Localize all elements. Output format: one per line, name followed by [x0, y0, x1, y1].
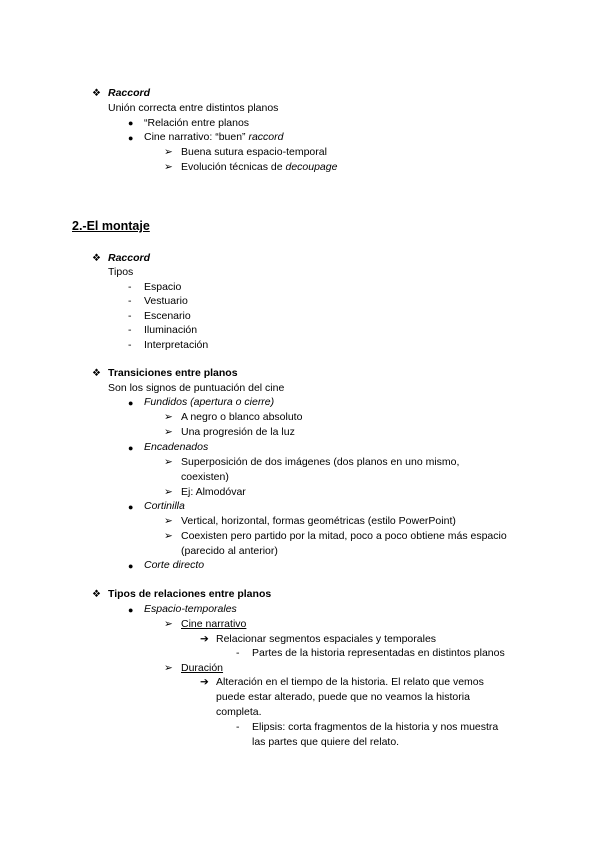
- dash-icon: -: [128, 324, 132, 336]
- arrowhead-icon: ➢: [164, 411, 173, 423]
- list-item: Espacio-temporales: [144, 603, 237, 615]
- list-item: Una progresión de la luz: [181, 426, 295, 438]
- list-item: Corte directo: [144, 559, 205, 571]
- list-item: Duración: [181, 662, 224, 674]
- list-item: Partes de la historia representadas en distintos planos: [252, 647, 505, 659]
- list-item-continuation: completa.: [216, 706, 262, 718]
- diamond-bullet-icon: ❖: [92, 88, 101, 99]
- bullet-icon: ●: [128, 443, 134, 453]
- list-item: Iluminación: [144, 324, 198, 336]
- arrowhead-icon: ➢: [164, 426, 173, 438]
- list-item: Cine narrativo: [181, 618, 247, 630]
- list-item: Coexisten pero partido por la mitad, poco a poco obtiene más espacio: [181, 530, 507, 542]
- list-item-italic: raccord: [248, 131, 284, 143]
- list-item: Alteración en el tiempo de la historia. El relato que vemos: [216, 676, 484, 688]
- dash-icon: -: [128, 310, 132, 322]
- list-item: Ej: Almodóvar: [181, 486, 246, 498]
- section-raccord-description: Unión correcta entre distintos planos: [108, 102, 279, 114]
- section-relations-title: Tipos de relaciones entre planos: [108, 588, 272, 600]
- arrowhead-icon: ➢: [164, 515, 173, 527]
- list-item: [144, 130, 283, 145]
- arrow-icon: ➔: [200, 633, 209, 645]
- bullet-icon: ●: [128, 133, 134, 143]
- list-item: A negro o blanco absoluto: [181, 411, 303, 423]
- section-transitions-description: Son los signos de puntuación del cine: [108, 382, 285, 394]
- section-heading: 2.-El montaje: [72, 219, 150, 233]
- list-item: Relacionar segmentos espaciales y temporales: [216, 633, 437, 645]
- dash-icon: -: [128, 281, 132, 293]
- list-item: Cortinilla: [144, 500, 185, 512]
- list-item: “Relación entre planos: [144, 117, 250, 129]
- arrowhead-icon: ➢: [164, 618, 173, 630]
- dash-icon: -: [128, 339, 132, 351]
- list-item: [181, 160, 337, 175]
- section-raccord-types-title: Raccord: [108, 252, 151, 264]
- list-item: Vestuario: [144, 295, 188, 307]
- list-item-italic: decoupage: [285, 161, 338, 173]
- arrowhead-icon: ➢: [164, 161, 173, 173]
- bullet-icon: ●: [128, 398, 134, 408]
- list-item: Vertical, horizontal, formas geométricas (estilo PowerPoint): [181, 515, 456, 527]
- list-item: Espacio: [144, 281, 182, 293]
- dash-icon: -: [236, 721, 240, 733]
- diamond-bullet-icon: ❖: [92, 368, 101, 379]
- list-item-text: Cine narrativo: “buen”: [144, 131, 249, 143]
- diamond-bullet-icon: ❖: [92, 589, 101, 600]
- diamond-bullet-icon: ❖: [92, 253, 101, 264]
- list-item-continuation: coexisten): [181, 471, 229, 483]
- list-item-continuation: las partes que quiere del relato.: [252, 736, 400, 748]
- list-item: Encadenados: [144, 441, 209, 453]
- bullet-icon: ●: [128, 118, 134, 128]
- bullet-icon: ●: [128, 502, 134, 512]
- bullet-icon: ●: [128, 561, 134, 571]
- list-item-continuation: (parecido al anterior): [181, 545, 278, 557]
- arrow-icon: ➔: [200, 676, 209, 688]
- arrowhead-icon: ➢: [164, 662, 173, 674]
- list-item: Elipsis: corta fragmentos de la historia y nos muestra: [252, 721, 499, 733]
- dash-icon: -: [128, 295, 132, 307]
- arrowhead-icon: ➢: [164, 530, 173, 542]
- dash-icon: -: [236, 647, 240, 659]
- list-item-text: Evolución técnicas de: [181, 161, 286, 173]
- list-item: Superposición de dos imágenes (dos planos en uno mismo,: [181, 456, 460, 468]
- list-item: Buena sutura espacio-temporal: [181, 146, 327, 158]
- arrowhead-icon: ➢: [164, 456, 173, 468]
- list-item: Interpretación: [144, 339, 209, 351]
- bullet-icon: ●: [128, 605, 134, 615]
- section-raccord-title: Raccord: [108, 87, 151, 99]
- section-transitions-title: Transiciones entre planos: [108, 367, 238, 379]
- list-item: Escenario: [144, 310, 191, 322]
- list-item: Fundidos (apertura o cierre): [144, 396, 275, 408]
- section-raccord-types-description: Tipos: [108, 266, 134, 278]
- list-item-continuation: puede estar alterado, puede que no veamos la historia: [216, 691, 470, 703]
- arrowhead-icon: ➢: [164, 146, 173, 158]
- arrowhead-icon: ➢: [164, 486, 173, 498]
